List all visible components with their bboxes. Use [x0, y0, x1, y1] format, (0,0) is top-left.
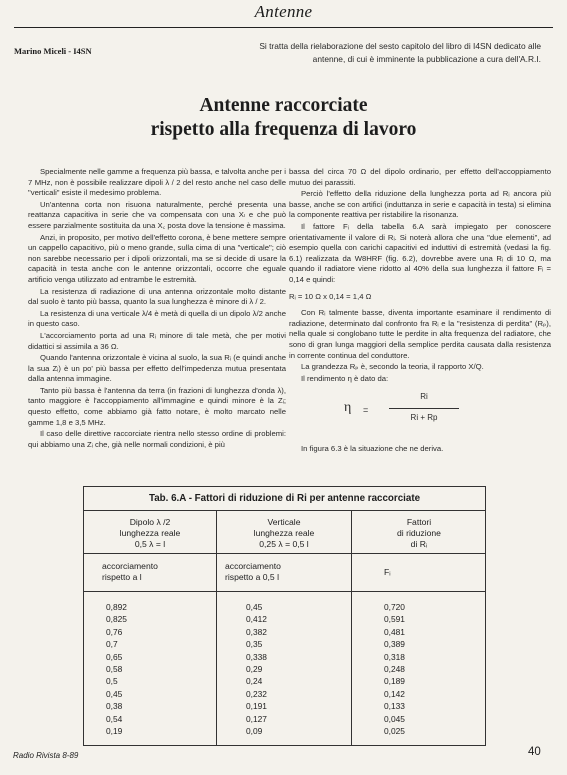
factor-values	[384, 601, 405, 737]
subheader-dipole: accorciamento rispetto a l	[102, 561, 158, 582]
table-cell: 0,045	[384, 713, 405, 724]
fraction-bar	[389, 408, 459, 409]
title-line-1: Antenne raccorciate	[199, 95, 368, 116]
magazine-footer: Radio Rivista 8-89	[13, 751, 79, 760]
right-column	[289, 167, 551, 456]
table-cell: 0,189	[384, 676, 405, 687]
table-rule	[84, 591, 485, 592]
dipole-values	[106, 601, 127, 737]
paragraph: bassa del circa 70 Ω del dipolo ordinario, per effetto dell'accoppiamento mutuo dei parassiti.	[289, 167, 551, 187]
paragraph: Con Rᵢ talmente basse, diventa importante esaminare il rendimento di radiazione, determinato dal confronto fra Rᵢ e la "resistenza di perdita" (Rₚ), nella quale si conglobano tutte le perdite in alta frequenza del radiatore, che sono di gran lunga maggiori della semplice perdita causata dalla resistenza in corrente continua del conduttore.	[289, 308, 551, 360]
reduction-table	[83, 486, 486, 746]
author-name: Marino Miceli - I4SN	[14, 46, 92, 56]
table-cell: 0,54	[106, 713, 123, 724]
paragraph: Anzi, in proposito, per motivo dell'effetto corona, è bene mettere sempre un cappello capacitivo, più o meno grande, sulla cima di una "verticale"; ciò non sarebbe necessario per i dipoli orizzontali, ma se si decide di usare la capacità in testa anche con le antenne orizzontali, occorre che eguale artificio venga utilizzato ad entrambe le estremità.	[28, 232, 286, 284]
paragraph: Specialmente nelle gamme a frequenza più bassa, e talvolta anche per i 7 MHz, non è possibile realizzare dipoli λ / 2 del resto anche nel caso delle "verticali" esiste il medesimo problema.	[28, 167, 286, 198]
table-cell: 0,09	[246, 725, 263, 736]
table-cell: 0,65	[106, 651, 123, 662]
table-cell: 0,45	[106, 688, 123, 699]
table-cell: 0,248	[384, 663, 405, 674]
paragraph: L'accorciamento porta ad una Rᵢ minore di tale metà, che per motivi didattici si assimila a 36 Ω.	[28, 330, 286, 351]
header-factor: Fattori di riduzione di Rᵢ	[397, 517, 441, 549]
table-cell: 0,35	[246, 639, 263, 650]
table-cell: 0,318	[384, 651, 405, 662]
paragraph: Un'antenna corta non risuona naturalmente, perché presenta una reattanza capacitiva in serie che va compensata con una Xₗ e che può essere parzialmente sostituita da una X꜀ posta dove la tensione è massima.	[28, 199, 286, 230]
fraction-denominator: Ri + Rp	[410, 413, 438, 423]
header-rule	[14, 27, 553, 28]
table-cell: 0,481	[384, 626, 405, 637]
left-column	[28, 167, 286, 451]
table-cell: 0,591	[384, 614, 405, 625]
paragraph: Il caso delle direttive raccorciate rientra nello stesso ordine di problemi: qui abbiamo una Zᵢ che, già nelle normali condizioni, è più	[28, 429, 286, 449]
table-cell: 0,720	[384, 602, 405, 612]
table-title: Tab. 6.A - Fattori di riduzione di Ri per antenne raccorciate	[148, 493, 421, 504]
paragraph: In figura 6.3 è la situazione che ne deriva.	[301, 444, 444, 454]
table-rule	[84, 553, 485, 554]
subheader-vertical: accorciamento rispetto a 0,5 l	[225, 561, 281, 582]
paragraph: Perciò l'effetto della riduzione della lunghezza porta ad Rᵢ ancora più basse, anche se con artifici (induttanza in serie e capacità in testa) si elimina la componente reattiva per ristabilire la risonanza.	[289, 189, 551, 220]
table-cell: 0,45	[246, 602, 263, 612]
paragraph: La resistenza di una verticale λ/4 è metà di quella di un dipolo λ/2 anche in questo caso.	[28, 308, 286, 329]
title-line-2: rispetto alla frequenza di lavoro	[150, 119, 417, 140]
paragraph: Il rendimento η è dato da:	[301, 373, 389, 383]
formula-ri: Rᵢ = 10 Ω x 0,14 = 1,4 Ω	[289, 291, 372, 301]
table-cell: 0,389	[384, 639, 405, 650]
table-rule	[84, 510, 485, 511]
table-cell: 0,127	[246, 713, 267, 724]
table-cell: 0,025	[384, 725, 405, 736]
intro-note: Si tratta della rielaborazione del sesto capitolo del libro di I4SN dedicato alle antenne, di cui è imminente la pubblicazione a cura dell'A.R.I.	[259, 41, 541, 64]
table-cell: 0,133	[384, 701, 405, 712]
header-dipole: Dipolo λ /2 lunghezza reale 0,5 λ = l	[119, 517, 181, 549]
table-cell: 0,232	[246, 688, 267, 699]
eta-symbol: η	[344, 400, 352, 416]
paragraph: Il fattore Fᵢ della tabella 6.A sarà impiegato per conoscere orientativamente il valore di Rᵢ. Si noterà allora che una "due elementi", ad esempio quella con carichi capacitivi ed induttivi di estremità (vedasi la fig. 6.1) realizzata da W8HRF (fig. 6.2), dovrebbe avere una Rᵢ di 10 Ω, ma quando il radiatore viene ridotto al 40% della sua lunghezza il fattore Fᵢ = 0,14 e quindi:	[289, 221, 551, 284]
table-cell: 0,24	[246, 676, 263, 687]
table-cell: 0,19	[106, 725, 123, 736]
table-cell: 0,412	[246, 614, 267, 625]
paragraph: La grandezza Rₚ è, secondo la teoria, il rapporto X/Q.	[301, 362, 484, 372]
table-cell: 0,38	[106, 701, 123, 712]
table-cell: 0,892	[106, 602, 127, 612]
paragraph: Quando l'antenna orizzontale è vicina al suolo, la sua Rᵢ (e quindi anche la sua Zᵢ) è un po' più bassa per effetto dell'impedenza mutua presentata dalla antenna immagine.	[28, 353, 286, 384]
table-cell: 0,191	[246, 701, 267, 712]
paragraph: La resistenza di radiazione di una antenna orizzontale molto distante dal suolo è tanto più bassa, quanto la sua lunghezza è minore di λ / 2.	[28, 286, 286, 307]
section-title: Antenne	[254, 2, 313, 21]
paragraph: Tanto più bassa è l'antenna da terra (in frazioni di lunghezza d'onda λ), tanto maggiore è l'accoppiamento all'immagine e quindi minore è la Zᵢ; questo effetto, come abbiamo già fatto notare, è molto marcato nelle gamme 1,8 e 3,5 MHz.	[28, 385, 286, 427]
subheader-factor: Fᵢ	[384, 567, 391, 577]
vertical-values	[246, 601, 267, 737]
fraction-numerator: Ri	[420, 392, 428, 402]
header-vertical: Verticale lunghezza reale 0,25 λ = 0,5 l	[253, 517, 315, 549]
page-number: 40	[528, 746, 541, 758]
article-title	[0, 94, 567, 142]
table-cell: 0,7	[106, 639, 118, 650]
table-cell: 0,58	[106, 663, 123, 674]
table-cell: 0,338	[246, 651, 267, 662]
table-cell: 0,142	[384, 688, 405, 699]
equals-sign: =	[363, 405, 369, 416]
table-cell: 0,29	[246, 663, 263, 674]
table-cell: 0,76	[106, 626, 123, 637]
table-cell: 0,5	[106, 676, 118, 687]
table-cell: 0,382	[246, 626, 267, 637]
efficiency-formula	[289, 390, 551, 434]
table-cell: 0,825	[106, 614, 127, 625]
